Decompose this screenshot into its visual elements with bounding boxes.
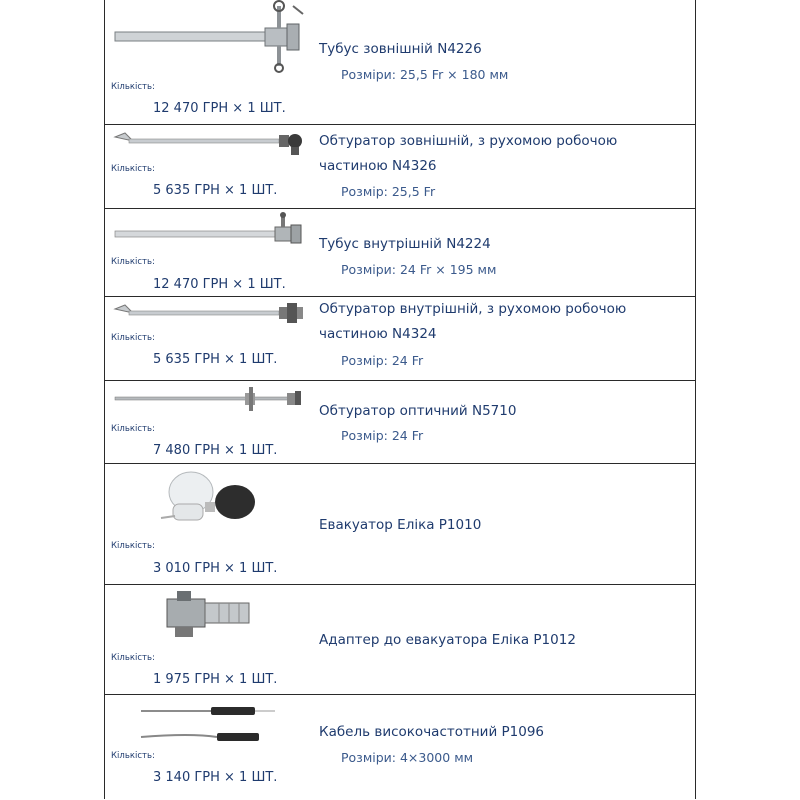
sheath-tube-image: [111, 0, 311, 75]
product-size: Розмір: 24 Fr: [341, 353, 424, 368]
hf-cable-image: [111, 697, 311, 747]
quantity-label: Кількість:: [111, 333, 155, 343]
product-row: [105, 297, 695, 381]
product-name[interactable]: Обтуратор внутрішній, з рухомою робочою частиною N4324: [319, 301, 627, 342]
product-name[interactable]: Обтуратор оптичний N5710: [319, 403, 517, 419]
evacuator-image: [111, 466, 311, 536]
inner-sheath-image: [111, 211, 311, 256]
product-table: [104, 0, 696, 799]
quantity-label: Кількість:: [111, 751, 155, 761]
product-size: Розміри: 24 Fr × 195 мм: [341, 262, 497, 277]
product-size: Розміри: 25,5 Fr × 180 мм: [341, 67, 509, 82]
product-name[interactable]: Адаптер до евакуатора Еліка P1012: [319, 632, 576, 648]
quantity-label: Кількість:: [111, 653, 155, 663]
product-row: [105, 381, 695, 464]
price: 3 010 ГРН × 1 ШТ.: [153, 561, 278, 576]
product-name[interactable]: Кабель високочастотний P1096: [319, 724, 545, 740]
product-row: [105, 0, 695, 125]
product-name[interactable]: Тубус зовнішній N4226: [319, 41, 482, 57]
product-size: Розмір: 24 Fr: [341, 428, 424, 443]
optical-obturator-image: [111, 383, 311, 423]
quantity-label: Кількість:: [111, 541, 155, 551]
price: 12 470 ГРН × 1 ШТ.: [153, 277, 286, 292]
price: 12 470 ГРН × 1 ШТ.: [153, 101, 286, 116]
quantity-label: Кількість:: [111, 164, 155, 174]
obturator-image: [111, 127, 311, 167]
price: 5 635 ГРН × 1 ШТ.: [153, 352, 278, 367]
price: 3 140 ГРН × 1 ШТ.: [153, 770, 278, 785]
adapter-image: [111, 587, 311, 647]
product-name[interactable]: Обтуратор зовнішній, з рухомою робочою частиною N4326: [319, 133, 618, 174]
product-name[interactable]: Евакуатор Еліка P1010: [319, 517, 482, 533]
price: 7 480 ГРН × 1 ШТ.: [153, 443, 278, 458]
quantity-label: Кількість:: [111, 257, 155, 267]
product-size: Розміри: 4×3000 мм: [341, 750, 474, 765]
price: 5 635 ГРН × 1 ШТ.: [153, 183, 278, 198]
quantity-label: Кількість:: [111, 424, 155, 434]
product-row: [105, 464, 695, 585]
product-row: [105, 125, 695, 209]
product-name[interactable]: Тубус внутрішній N4224: [319, 236, 491, 252]
product-row: [105, 209, 695, 297]
price: 1 975 ГРН × 1 ШТ.: [153, 672, 278, 687]
product-row: [105, 585, 695, 695]
product-size: Розмір: 25,5 Fr: [341, 184, 436, 199]
quantity-label: Кількість:: [111, 82, 155, 92]
product-row: [105, 695, 695, 799]
